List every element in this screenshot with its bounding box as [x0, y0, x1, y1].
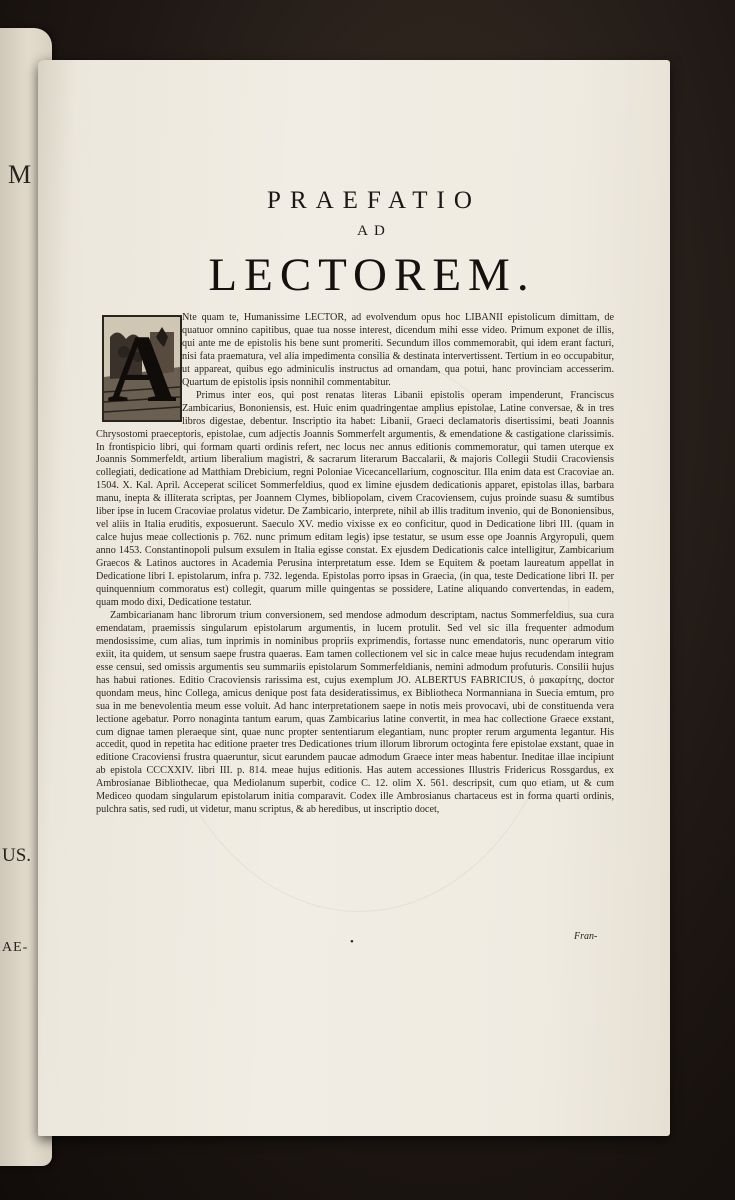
left-page-fragment: US. [2, 845, 32, 866]
body-text [96, 312, 614, 817]
page-mark: • [350, 936, 354, 948]
paragraph: Nte quam te, Humanissime LECTOR, ad evolvendum opus hoc LIBANII epistolicum dimittam, de quatuor omnino capitibus, quae tua nosse interest, dicendum mihi esse video. Primum exponet de illis, qui ante me de epistolis his bene sunt promeriti. Secundum illos commemorabit, qui idem erant facturi, nisi fata praematura, vel alia impedimenta consilia & destinata intervertissent. Tertium in eo occupabitur, ut appareat, quibus ego adminiculis instructus ad ornandam, qua potui, hanc provinciam accesserim. Quartum de epistolis ipsis nonnihil commentabitur. [182, 312, 614, 388]
left-page-fragment: AE- [2, 940, 29, 955]
paragraph: Zambicarianam hanc librorum trium conversionem, sed mendose admodum descriptam, nactus Sommerfeldius, sua cura emendatam, praemissis singularum epistolarum argumentis, in lucem protulit. Sed vel sic illa frequenter admodum mendosissime, cum alias, tum inprimis in nominibus propriis exprimendis, fortasse nunc emendatoris, nunc operarum vitio exiit, ita quidem, ut sensum saepe frustra quaeras. Eam tamen collectionem vel sic in calce meae hujus recudendam integram esse censui, sed omissis argumentis seu summariis epistolarum Sommerfeldianis, nemini admodum profuturis. Consilii hujus has habui rationes. Editio Cracoviensis rarissima est, cujus exemplum JO. ALBERTUS FABRICIUS, ὁ μακαρίτης, doctor quondam meus, hinc Collega, amicus denique post fata desideratissimus, ex Bibliotheca Normanniana in Suecia emtum, pro sua in me benevolentia meum esse voluit. Ad hanc interpretationem saepe in notis meis provocavi, ubi de constituenda vera lectione agebatur. Porro nonaginta tantum earum, quas Zambicarius latine convertit, in mea hac collectione Graece exstant, cum dignae tamen pleraeque sint, quae nunc propter sententiarum elegantiam, nunc propter rerum argumenta legantur. His accedit, quod in repetita hac editione praeter tres Dedicationes trium illorum librorum octoginta fere epistolae exstant, quae in editione Cracoviensi frustra quaeruntur, sicut earundem paucae admodum Graece inter meas habentur. Ineditae illae incipiunt ab epistola CCCXXIV. libri III. p. 814. meae hujus editionis. Has autem accessiones Illustris Fridericus Rossgardus, ex Ambrosianae Bibliothecae, qua Mediolanum superbit, codice C. 12. olim X. 561. descripsit, cum quo etiam, ut & cum Mediceo quodam singularum epistolarum initia comparavit. Codex ille Ambrosianus chartaceus est in forma quarti ordinis, pulchra satis, sed rudi, ut videtur, manu scriptus, & ab heredibus, ut inscriptio docet, [96, 609, 614, 816]
left-page-fragment: M [8, 160, 32, 189]
page-title-line-1: PRAEFATIO [267, 187, 481, 214]
page-title-line-3: LECTOREM. [208, 249, 536, 301]
page-title-line-2: AD [357, 223, 391, 239]
paragraph: Primus inter eos, qui post renatas literas Libanii epistolis operam impenderunt, Franciscus Zambicarius, Bononiensis, est. Huic enim quadringentae amplius epistolae, Latine conversae, & in tres libros digestae, debentur. Inscriptio ita habet: Libanii, Graeci declamatoris disertissimi, beati Joannis Chrysostomi praeceptoris, epistolae, cum adjectis Joannis Sommerfelt argumentis, & emendatione & castigatione clarissimis. In frontispicio libri, qui formam quarti ordinis refert, nec locus nec annus editionis commemoratur, qui tamen uterque ex Joannis Sommerfeldt, artium liberalium magistri, & sacrarum literarum Baccalarii, & majoris Collegii Studii Cracoviensis collegiati, dedicatione ad Matthiam Drebicium, regni Poloniae Vicecancellarium, cognoscitur. Illa enim data est Cracoviae an. 1504. X. Kal. April. Acceperat scilicet Sommerfeldius, quod ex limine ejusdem dedicationis apparet, epistolas illas, barbara manu, inepta & illiterata scriptas, per Joannem Clymes, bibliopolam, civem Cracoviensem, cujus proinde suasu & sumtibus liber ipse in lucem Cracoviae prolatus videtur. De Zambicario, interprete, nihil ab illis traditum invenio, qui de Bononiensibus, vel aliis in Italia eruditis, exposuerunt. Saeculo XV. medio vixisse ex eo conficitur, quod in Dedicatione libri III. (quam in calce hujus meae collectionis p. 762. nunc primum editam legis) ipse testatur, se usum esse ope Joannis Argyropuli, quem anno 1453. Constantinopoli pulsum exsulem in Italia egisse constat. Ex ejusdem Dedicationis calce intelligitur, Zambicarium Graecos & Latinos auctores in Academia Perusina interpretatum esse. Idem se Equitem & poetam laureatum appellat in Dedicatione libri I. epistolarum, infra p. 732. legenda. Epistolas porro ipsas in Graecia, (in qua, teste Dedicatione libri II. per quinquennium commoratus est) collegit, quarum mille quingentas se possidere, Latine aliquando convertendas, in eadem, quam modo dixi, Dedicatione testatur. [96, 389, 614, 608]
initial-letter: A [107, 315, 177, 422]
dropcap-spacer [96, 312, 182, 422]
right-page [38, 60, 670, 1136]
catchword: Fran- [574, 931, 598, 942]
